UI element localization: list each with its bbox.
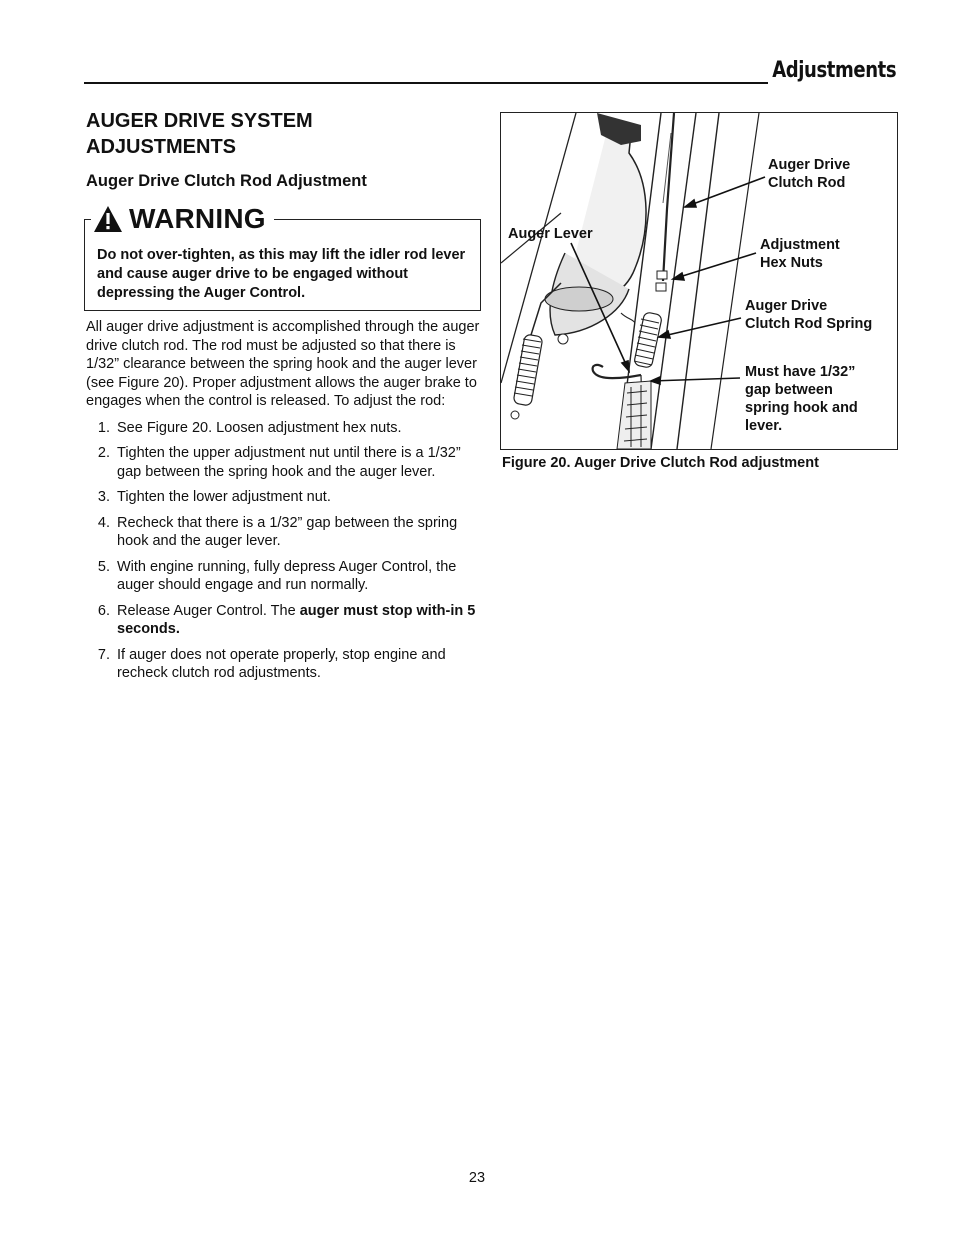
warning-triangle-icon [93, 205, 123, 233]
section-title-line2: ADJUSTMENTS [86, 136, 237, 158]
figure-caption: Figure 20. Auger Drive Clutch Rod adjustment [502, 455, 819, 471]
list-item [86, 444, 482, 481]
section-title-line1: AUGER DRIVE SYSTEM [86, 110, 313, 132]
step-number: 2. [97, 445, 110, 462]
step-text: If auger does not operate properly, stop engine and recheck clutch rod adjustments. [117, 646, 446, 682]
warning-label: WARNING [129, 203, 266, 234]
step-number: 3. [97, 489, 110, 506]
step-number: 5. [97, 558, 110, 575]
step-number: 1. [97, 419, 110, 436]
step-text: See Figure 20. Loosen adjustment hex nuts. [117, 419, 402, 436]
step-text: Tighten the lower adjustment nut. [117, 489, 331, 506]
list-item [86, 646, 482, 683]
step-number: 7. [97, 646, 110, 663]
step-text-regular: Release Auger Control. The [117, 602, 300, 619]
step-text: Recheck that there is a 1/32” gap between the spring hook and the auger lever. [117, 514, 458, 550]
warning-header [93, 203, 274, 235]
callout-rod-spring: Auger Drive Clutch Rod Spring [745, 298, 873, 332]
step-text: Tighten the upper adjustment nut until there is a 1/32” gap between the spring hook and the auger lever. [117, 445, 461, 480]
intro-paragraph: All auger drive adjustment is accomplished through the auger drive clutch rod. The rod must be adjusted so that there is 1/32” clearance between the spring hook and the auger lever (see Figure 20). Proper adjustment allows the auger brake to engages when the control is released. To adjust the rod: [86, 319, 480, 410]
left-column [86, 108, 482, 690]
warning-box [84, 203, 481, 311]
step-text: With engine running, fully depress Auger Control, the auger should engage and run normally. [117, 558, 457, 594]
section-title [86, 108, 482, 160]
figure-auger-clutch-rod [500, 112, 898, 450]
list-item [86, 419, 482, 438]
callout-clutch-rod: Auger Drive Clutch Rod [768, 157, 851, 191]
list-item [86, 558, 482, 595]
warning-text: Do not over-tighten, as this may lift the idler rod lever and cause auger drive to be engaged without depressing the Auger Control. [97, 247, 466, 302]
page-number: 23 [468, 1170, 486, 1186]
subsection-title: Auger Drive Clutch Rod Adjustment [86, 172, 367, 190]
step-text-bold: auger must stop with-in 5 seconds. [117, 602, 476, 638]
list-item [86, 514, 482, 551]
step-number: 4. [97, 514, 110, 531]
page-header-title: Adjustments [772, 58, 896, 83]
header-rule [84, 82, 768, 84]
list-item [86, 602, 482, 639]
callout-gap: Must have 1/32” gap between spring hook and lever. [745, 364, 858, 434]
step-number: 6. [97, 602, 110, 619]
step-text [109, 602, 482, 639]
callout-hex-nuts: Adjustment Hex Nuts [760, 237, 840, 271]
steps-list [86, 419, 482, 683]
callout-auger-lever: Auger Lever [508, 226, 593, 242]
list-item [86, 488, 482, 507]
